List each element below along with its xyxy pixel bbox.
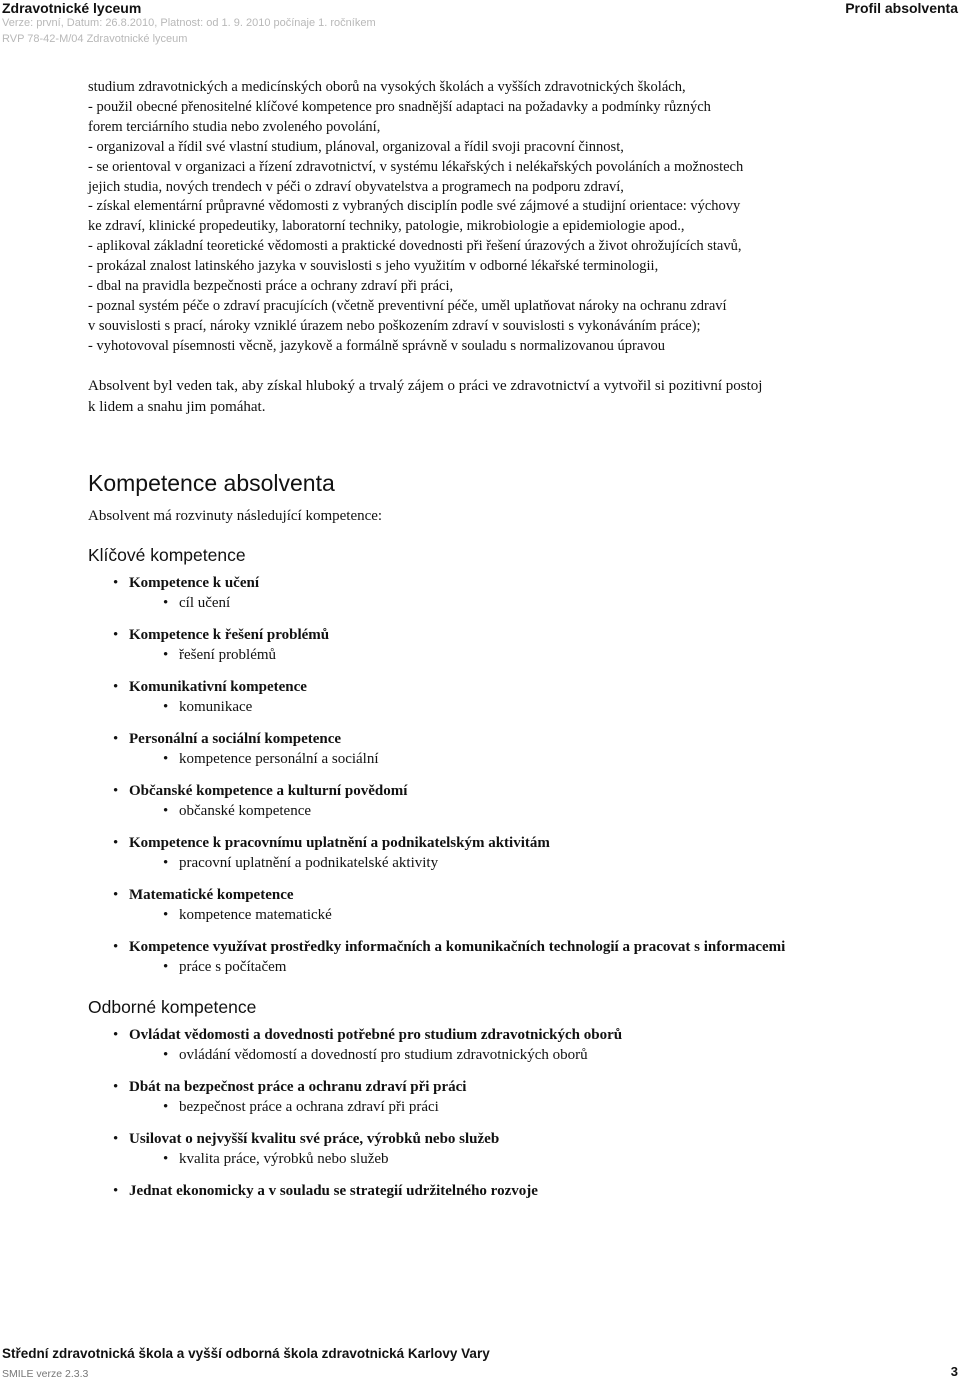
list-item xyxy=(112,885,812,925)
competence-title: • Komunikativní kompetence xyxy=(112,677,812,697)
list-item xyxy=(112,1181,812,1201)
key-competences-heading: Klíčové kompetence xyxy=(88,545,246,565)
competence-title: • Kompetence k pracovnímu uplatnění a podnikatelským aktivitám xyxy=(112,833,812,853)
list-item xyxy=(112,573,812,613)
footer-school-name: Střední zdravotnická škola a vyšší odborná škola zdravotnická Karlovy Vary xyxy=(2,1346,490,1361)
competence-title: • Personální a sociální kompetence xyxy=(112,729,812,749)
competence-title: • Kompetence k učení xyxy=(112,573,812,593)
text-line: forem terciárního studia nebo zvoleného povolání, xyxy=(88,118,381,135)
competence-detail: • cíl učení xyxy=(112,593,812,613)
footer-version: SMILE verze 2.3.3 xyxy=(2,1368,89,1380)
list-item xyxy=(112,677,812,717)
list-item xyxy=(112,1025,812,1065)
text-line: jejich studia, nových trendech v péči o zdraví obyvatelstva a programech na podporu zdraví, xyxy=(88,178,624,195)
competence-detail: • bezpečnost práce a ochrana zdraví při práci xyxy=(112,1097,812,1117)
competence-title: • Matematické kompetence xyxy=(112,885,812,905)
competence-detail: • občanské kompetence xyxy=(112,801,812,821)
text-line: studium zdravotnických a medicínských oborů na vysokých školách a vyšších zdravotnických školách, xyxy=(88,79,686,95)
page-number: 3 xyxy=(950,1364,958,1379)
text-line: - prokázal znalost latinského jazyka v souvislosti s jeho využitím v odborné lékařské terminologii, xyxy=(88,258,659,275)
intro-text: Absolvent má rozvinuty následující kompetence: xyxy=(88,508,383,524)
text-line: - vyhotovoval písemnosti věcně, jazykově a formálně správně v souladu s normalizovanou úpravou xyxy=(88,337,666,354)
text-line: k lidem a snahu jim pomáhat. xyxy=(88,398,266,415)
list-item xyxy=(112,937,812,977)
competence-detail: • kvalita práce, výrobků nebo služeb xyxy=(112,1149,812,1169)
text-line: - získal elementární průpravné vědomosti z vybraných disciplín podle své zájmové a studijní orientace: výchovy xyxy=(88,198,741,215)
competence-title: • Kompetence využívat prostředky informačních a komunikačních technologií a pracovat s informacemi xyxy=(112,937,789,957)
section-heading: Kompetence absolventa xyxy=(88,470,335,496)
list-item xyxy=(112,729,812,769)
text-line: - organizoval a řídil své vlastní studium, plánoval, organizoval a řídil svoji pracovní činnost, xyxy=(88,138,624,155)
list-item xyxy=(112,625,812,665)
professional-competences-list xyxy=(112,1025,812,1213)
text-line: - dbal na pravidla bezpečnosti práce a ochrany zdraví při práci, xyxy=(88,278,454,295)
list-item xyxy=(112,1129,812,1169)
competence-title: • Ovládat vědomosti a dovednosti potřebné pro studium zdravotnických oborů xyxy=(112,1025,812,1045)
text-line: - použil obecné přenositelné klíčové kompetence pro snadnější adaptaci na požadavky a podmínky různých xyxy=(88,98,711,115)
version-info: Verze: první, Datum: 26.8.2010, Platnost: od 1. 9. 2010 počínaje 1. ročníkem xyxy=(2,17,376,29)
rvp-info: RVP 78-42-M/04 Zdravotnické lyceum xyxy=(2,33,188,45)
competence-title: • Občanské kompetence a kulturní povědomí xyxy=(112,781,812,801)
professional-competences-heading: Odborné kompetence xyxy=(88,997,257,1017)
key-competences-list xyxy=(112,573,812,989)
competence-title: • Kompetence k řešení problémů xyxy=(112,625,812,645)
list-item xyxy=(112,781,812,821)
competence-detail: • komunikace xyxy=(112,697,812,717)
graduate-profile-text xyxy=(88,78,878,357)
competence-detail: • řešení problémů xyxy=(112,645,812,665)
competence-detail: • pracovní uplatnění a podnikatelské aktivity xyxy=(112,853,812,873)
text-line: ke zdraví, klinické propedeutiky, laboratorní techniky, patologie, mikrobiologie a epidemiologie apod., xyxy=(88,218,685,235)
competence-detail: • ovládání vědomostí a dovedností pro studium zdravotnických oborů xyxy=(112,1045,812,1065)
text-line: - aplikoval základní teoretické vědomosti a praktické dovednosti při řešení úrazových a život ohrožujících stavů, xyxy=(88,238,742,255)
text-line: - se orientoval v organizaci a řízení zdravotnictví, v systému lékařských i nelékařských povoláních a možnostech xyxy=(88,158,744,175)
competence-detail: • kompetence matematické xyxy=(112,905,812,925)
competence-detail: • kompetence personální a sociální xyxy=(112,749,812,769)
competence-title: • Jednat ekonomicky a v souladu se strategií udržitelného rozvoje xyxy=(112,1181,812,1201)
competence-title: • Usilovat o nejvyšší kvalitu své práce, výrobků nebo služeb xyxy=(112,1129,812,1149)
list-item xyxy=(112,1077,812,1117)
text-line: - poznal systém péče o zdraví pracujících (včetně preventivní péče, uměl uplatňovat nároky na ochranu zdraví xyxy=(88,297,727,314)
text-line: Absolvent byl veden tak, aby získal hluboký a trvalý zájem o práci ve zdravotnictví a vytvořil si pozitivní postoj xyxy=(88,378,763,394)
competence-title: • Dbát na bezpečnost práce a ochranu zdraví při práci xyxy=(112,1077,812,1097)
section-label: Profil absolventa xyxy=(845,0,958,16)
competence-detail: • práce s počítačem xyxy=(112,957,812,977)
closing-paragraph xyxy=(88,376,888,417)
text-line: v souvislosti s prací, nároky vzniklé úrazem nebo poškozením zdraví v souvislosti s vykonáváním práce); xyxy=(88,317,701,334)
list-item xyxy=(112,833,812,873)
document-title: Zdravotnické lyceum xyxy=(2,0,142,16)
